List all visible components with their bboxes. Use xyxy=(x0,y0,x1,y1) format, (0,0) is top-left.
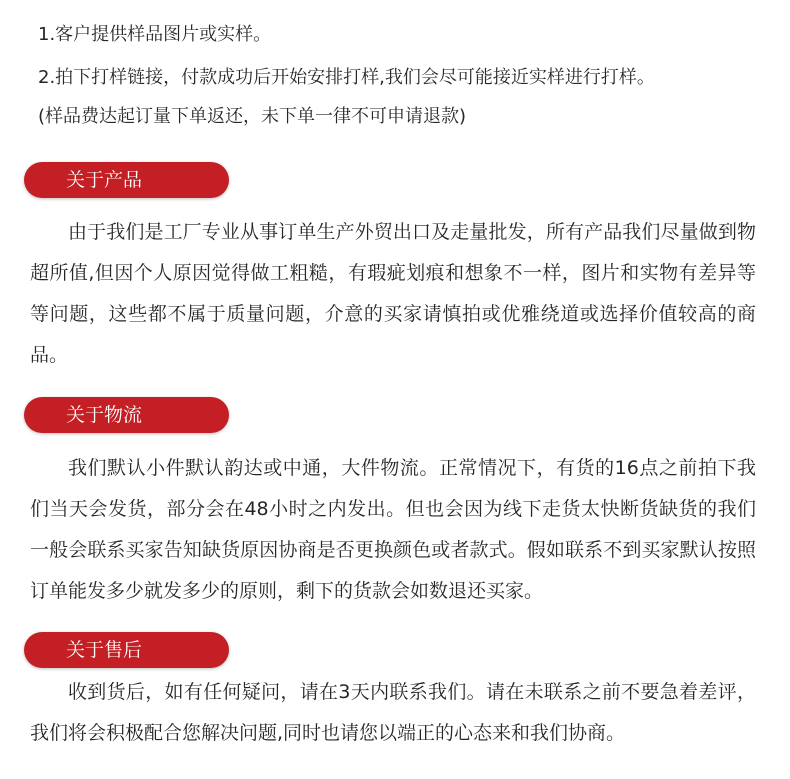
section-body-logistics: 我们默认小件默认韵达或中通，大件物流。正常情况下，有货的16点之前拍下我们当天会发货，部分会在48小时之内发出。但也会因为线下走货太快断货缺货的我们一般会联系买家告知缺货原因协商是否更换颜色或者款式。假如联系不到买家默认按照订单能发多少就发多少的原则，剩下的货款会如数退还买家。 xyxy=(30,457,756,602)
section-header-aftersales xyxy=(24,632,229,668)
intro-line-2: 2.拍下打样链接，付款成功后开始安排打样,我们会尽可能接近实样进行打样。 xyxy=(38,67,655,88)
section-title-logistics: 关于物流 xyxy=(66,404,143,426)
section-body-aftersales: 收到货后，如有任何疑问，请在3天内联系我们。请在未联系之前不要急着差评，我们将会积极配合您解决问题,同时也请您以端正的心态来和我们协商。 xyxy=(30,681,756,744)
section-title-aftersales: 关于售后 xyxy=(66,639,143,661)
section-header-product xyxy=(24,162,229,198)
section-body-product: 由于我们是工厂专业从事订单生产外贸出口及走量批发，所有产品我们尽量做到物超所值,但因个人原因觉得做工粗糙，有瑕疵划痕和想象不一样，图片和实物有差异等等问题，这些都不属于质量问题，介意的买家请慎拍或优雅绕道或选择价值较高的商品。 xyxy=(30,221,756,366)
section-header-logistics xyxy=(24,397,229,433)
intro-line-1: 1.客户提供样品图片或实样。 xyxy=(38,24,272,45)
section-title-product: 关于产品 xyxy=(66,169,143,191)
intro-line-3: (样品费达起订量下单返还，未下单一律不可申请退款) xyxy=(38,106,467,127)
